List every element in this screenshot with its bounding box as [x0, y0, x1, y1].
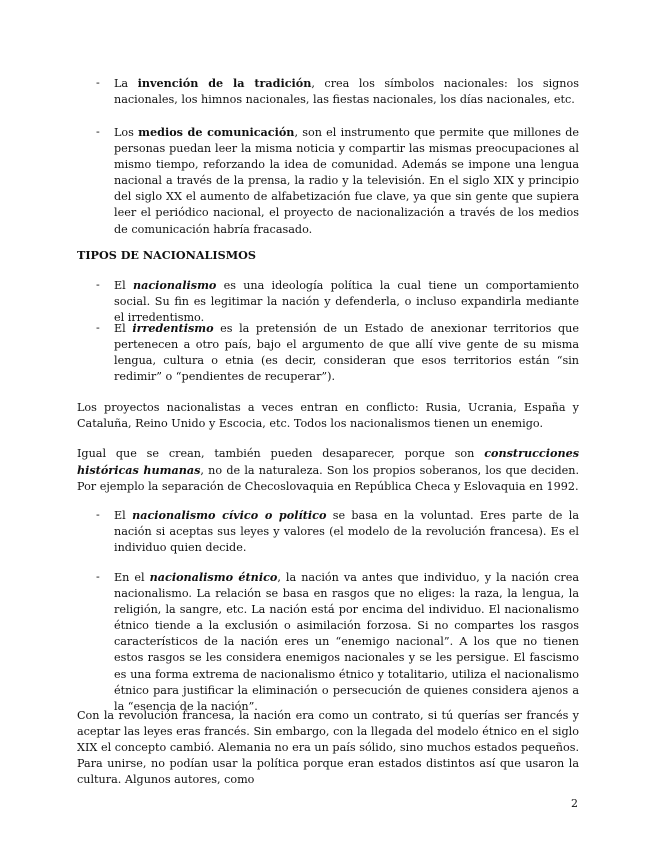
bullet-text: La invención de la tradición, crea los símbolos nacionales: los signos nacionales, los himnos nacionales, las fiestas nacionales, los días nacionales, etc.	[114, 76, 579, 107]
bullet-nacionalismo	[96, 277, 579, 326]
bullet-dash: -	[96, 125, 100, 138]
paragraph-conflicto: Los proyectos nacionalistas a veces entran en conflicto: Rusia, Ucrania, España y Cataluña, Reino Unido y Escocia, etc. Todos los nacionalismos tienen un enemigo.	[77, 401, 579, 431]
bullet-term: nacionalismo étnico	[149, 570, 278, 584]
bullet-nacionalismo-etnico	[96, 569, 579, 715]
paragraph-term: construcciones históricas humanas	[77, 446, 579, 478]
bullet-term: nacionalismo cívico o político	[132, 508, 327, 522]
paragraph-desaparecer: Igual que se crean, también pueden desaparecer, porque son construcciones históricas humanas, no de la naturaleza. Son los propios soberanos, los que deciden. Por ejemplo la separación de Checoslovaquia en República Checa y Eslovaquia en 1992.	[77, 446, 580, 494]
bullet-dash: -	[96, 278, 100, 291]
bullet-text: En el nacionalismo étnico, la nación va antes que individuo, y la nación crea nacionalismo. La relación se basa en rasgos que no eliges: la raza, la lengua, la religión, la sangre, etc. La nación está por encima del individuo. El nacionalismo étnico tiende a la exclusión o asimilación forzosa. Si no compartes los rasgos característicos de la nación eres un “enemigo nacional”. A los que no tienen estos rasgos se les considera enemigos nacionales y se les persigue. El fascismo es una forma extrema de nacionalismo étnico y totalitario, utiliza el nacionalismo étnico para justificar la eliminación o persecución de quienes considera ajenos a la “esencia de la nación”.	[114, 570, 580, 713]
bullet-dash: -	[96, 570, 100, 583]
bullet-medios-comunicacion	[96, 124, 579, 238]
bullet-term: invención de la tradición	[137, 76, 312, 90]
bullet-text: El nacionalismo cívico o político se basa en la voluntad. Eres parte de la nación si aceptas sus leyes y valores (el modelo de la revolución francesa). Es el individuo quien decide.	[114, 508, 579, 555]
bullet-text: El nacionalismo es una ideología política la cual tiene un comportamiento social. Su fin es legitimar la nación y defenderla, o incluso expandirla mediante el irredentismo.	[114, 278, 579, 325]
bullet-term: medios de comunicación	[138, 125, 295, 139]
bullet-term: nacionalismo	[132, 278, 217, 292]
bullet-text: El irredentismo es la pretensión de un Estado de anexionar territorios que pertenecen a otro país, bajo el argumento de que allí vive gente de su misma lengua, cultura o etnia (es decir, consideran que esos territorios están “sin redimir” o “pendientes de recuperar”).	[114, 321, 579, 384]
bullet-dash: -	[96, 321, 100, 334]
bullet-term: irredentismo	[132, 321, 214, 335]
bullet-invencion-tradicion	[96, 75, 579, 108]
bullet-irredentismo	[96, 320, 579, 385]
page-number: 2	[571, 797, 578, 810]
bullet-dash: -	[96, 76, 100, 89]
bullet-nacionalismo-civico	[96, 507, 579, 556]
bullet-dash: -	[96, 508, 100, 521]
bullet-text: Los medios de comunicación, son el instrumento que permite que millones de personas puedan leer la misma noticia y compartir las mismas preocupaciones al mismo tiempo, reforzando la idea de comunidad. Además se impone una lengua nacional a través de la prensa, la radio y la televisión. En el siglo XIX y principio del siglo XX el aumento de alfabetización fue clave, ya que sin gente que supiera leer el periódico nacional, el proyecto de nacionalización a través de los medios de comunicación habría fracasado.	[114, 125, 579, 236]
paragraph-revolucion: Con la revolución francesa, la nación era como un contrato, si tú querías ser francés y aceptar las leyes eras francés. Sin embargo, con la llegada del modelo étnico en el siglo XIX el concepto cambió. Alemania no era un país sólido, sino muchos estados pequeños. Para unirse, no podían usar la política porque eran estados distintos así que usaron la cultura. Algunos autores, como	[77, 709, 579, 787]
section-heading: TIPOS DE NACIONALISMOS	[77, 248, 256, 262]
